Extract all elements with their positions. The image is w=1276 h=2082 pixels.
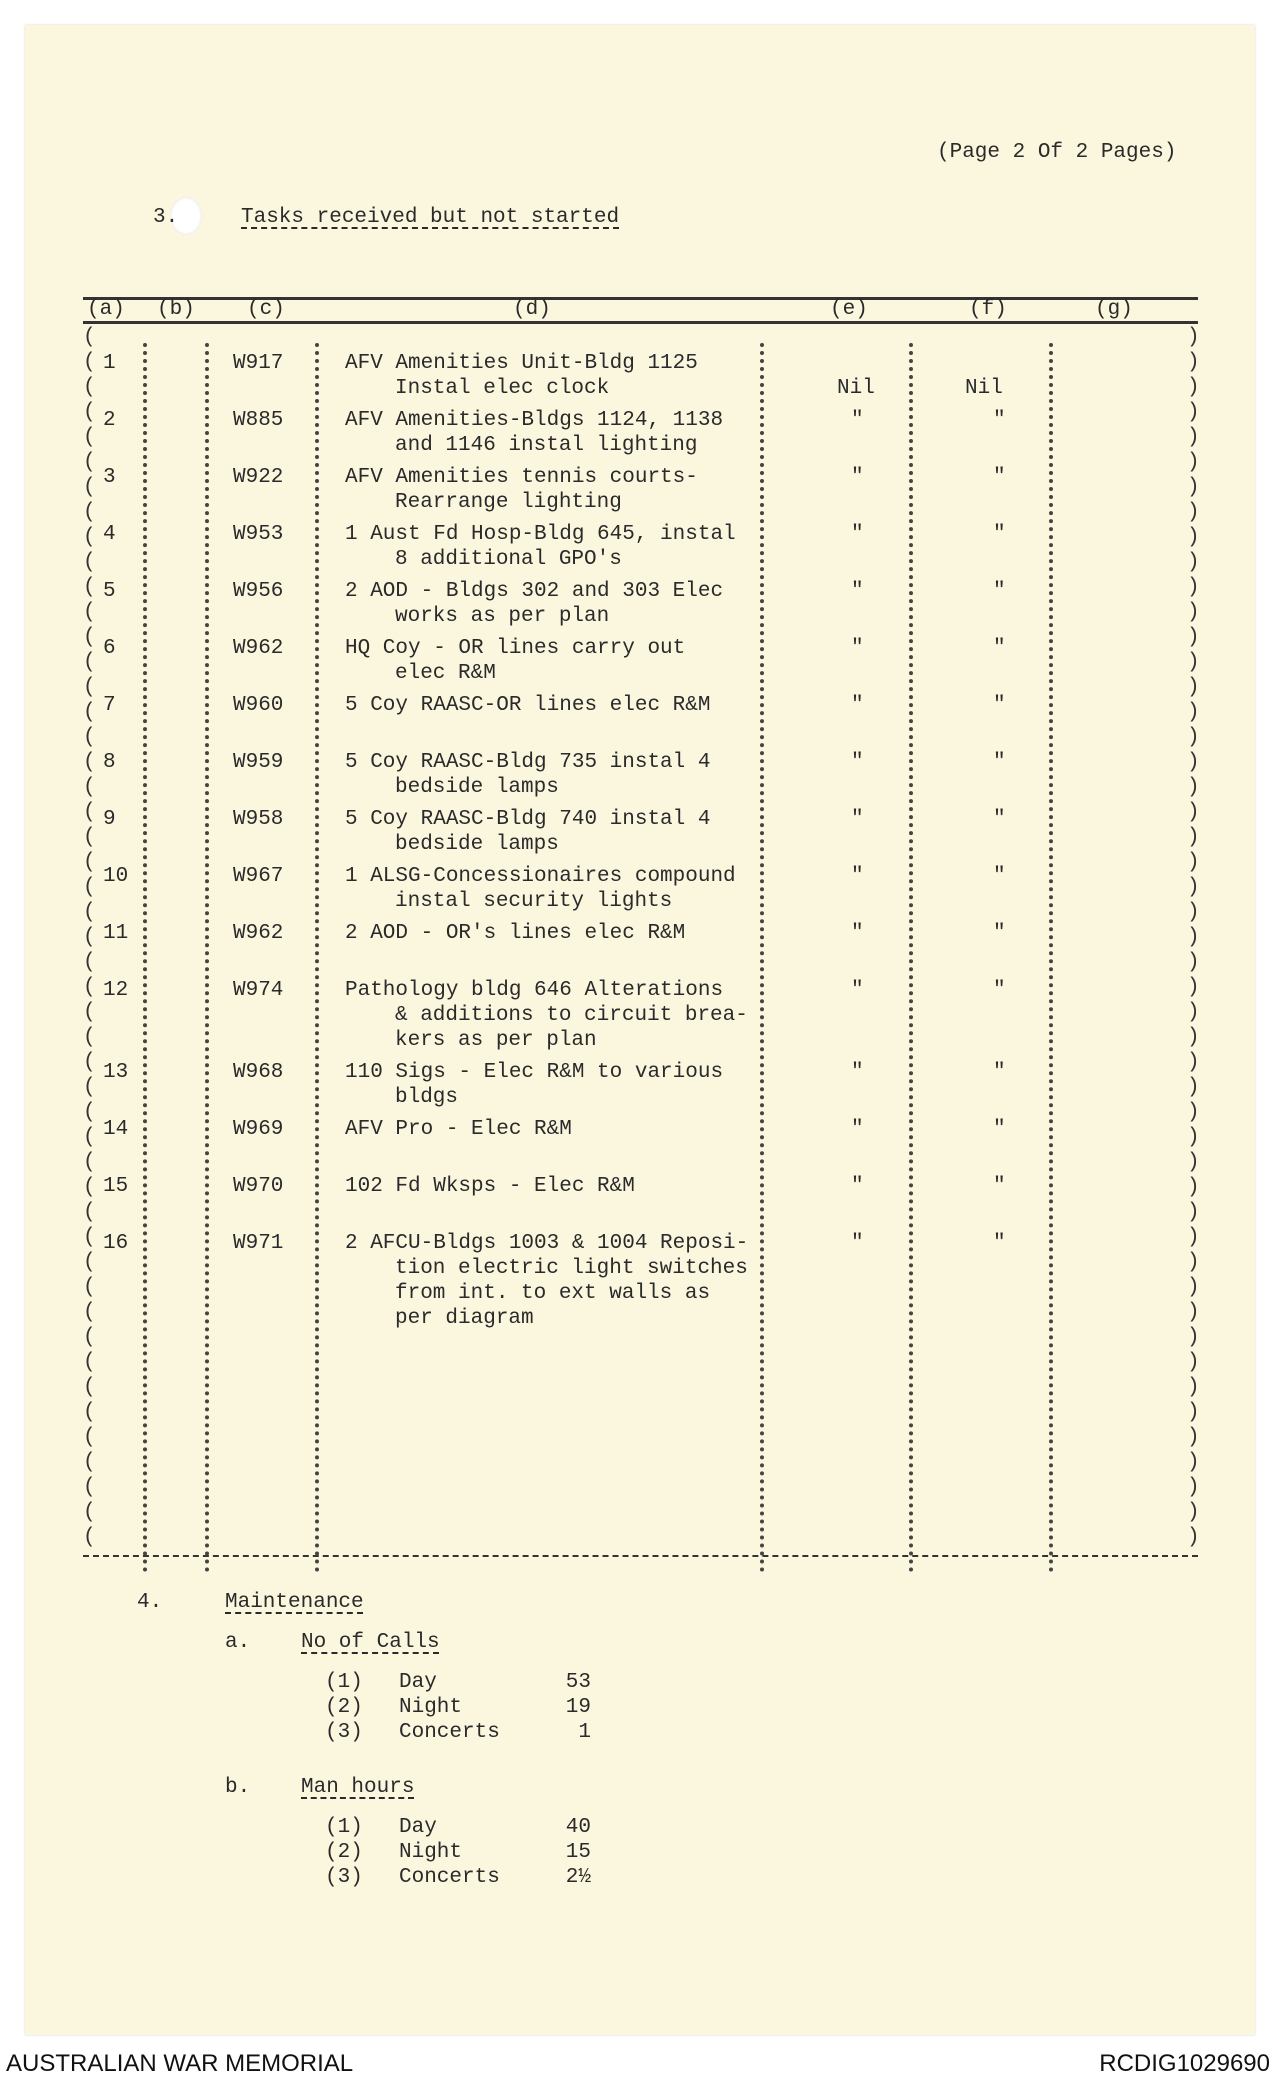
- column-f-value: ": [993, 1061, 1006, 1084]
- task-description: bedside lamps: [395, 776, 559, 799]
- list-value: 1: [578, 1721, 591, 1744]
- task-description: 102 Fd Wksps - Elec R&M: [345, 1175, 635, 1198]
- row-number: 6: [103, 637, 116, 660]
- task-description: instal security lights: [395, 890, 673, 913]
- footer-reference: RCDIG1029690: [1099, 2050, 1270, 2077]
- column-divider: [1049, 343, 1065, 1573]
- column-e-value: ": [851, 808, 864, 831]
- subsection-b-title: Man hours: [301, 1776, 415, 1799]
- task-description: 5 Coy RAASC-Bldg 740 instal 4: [345, 808, 711, 831]
- table-left-border: ( ( ( ( ( ( ( ( ( ( ( ( ( ( ( ( ( ( ( ( ( ( ( ( ( ( ( ( ( ( ( ( ( ( ( ( ( ( ( ( ( ( ( ( ( ( ( ( (: [83, 326, 96, 1549]
- list-index: (2): [325, 1841, 363, 1864]
- subsection-b-letter: b.: [225, 1776, 251, 1799]
- task-description: 5 Coy RAASC-OR lines elec R&M: [345, 694, 711, 717]
- column-header: (g): [1095, 298, 1133, 321]
- task-number: W959: [233, 751, 284, 774]
- column-e-value: ": [851, 694, 864, 717]
- subsection-a-letter: a.: [225, 1631, 251, 1654]
- column-header: (b): [157, 298, 195, 321]
- task-description: 1 Aust Fd Hosp-Bldg 645, instal: [345, 523, 736, 546]
- column-header: (a): [87, 298, 125, 321]
- list-value: 53: [565, 1671, 591, 1694]
- task-number: W885: [233, 409, 284, 432]
- list-label: Concerts: [399, 1866, 500, 1889]
- task-number: W967: [233, 865, 284, 888]
- column-e-value: ": [851, 751, 864, 774]
- column-f-value: ": [993, 808, 1006, 831]
- task-number: W958: [233, 808, 284, 831]
- task-description: AFV Amenities Unit-Bldg 1125: [345, 352, 698, 375]
- column-e-value: ": [851, 523, 864, 546]
- column-divider: [205, 343, 221, 1573]
- row-number: 9: [103, 808, 116, 831]
- column-e-value: ": [851, 1061, 864, 1084]
- row-number: 14: [103, 1118, 129, 1141]
- list-index: (3): [325, 1721, 363, 1744]
- row-number: 8: [103, 751, 116, 774]
- column-e-value: ": [851, 409, 864, 432]
- section-4-title: Maintenance: [225, 1591, 364, 1614]
- task-number: W962: [233, 922, 284, 945]
- section-3-title: Tasks received but not started: [241, 206, 620, 229]
- column-divider: [909, 343, 925, 1573]
- list-value: 15: [565, 1841, 591, 1864]
- task-description: AFV Pro - Elec R&M: [345, 1118, 572, 1141]
- table-right-border: ) ) ) ) ) ) ) ) ) ) ) ) ) ) ) ) ) ) ) ) ) ) ) ) ) ) ) ) ) ) ) ) ) ) ) ) ) ) ) ) ) ) ) ) ) ) ) ) ): [1187, 326, 1200, 1549]
- task-number: W971: [233, 1232, 284, 1255]
- list-index: (3): [325, 1866, 363, 1889]
- task-number: W917: [233, 352, 284, 375]
- task-number: W969: [233, 1118, 284, 1141]
- row-number: 1: [103, 352, 116, 375]
- list-value: 40: [565, 1816, 591, 1839]
- column-f-value: ": [993, 1118, 1006, 1141]
- row-number: 10: [103, 865, 129, 888]
- task-description: 110 Sigs - Elec R&M to various: [345, 1061, 724, 1084]
- column-f-value: ": [993, 637, 1006, 660]
- task-description: 1 ALSG-Concessionaires compound: [345, 865, 736, 888]
- column-f-value: ": [993, 694, 1006, 717]
- page-header: (Page 2 Of 2 Pages): [937, 141, 1177, 164]
- task-number: W956: [233, 580, 284, 603]
- column-header: (e): [830, 298, 868, 321]
- column-f-value: ": [993, 1232, 1006, 1255]
- task-description: elec R&M: [395, 662, 496, 685]
- list-index: (1): [325, 1671, 363, 1694]
- column-e-value: ": [851, 637, 864, 660]
- row-number: 12: [103, 979, 129, 1002]
- column-e-value: ": [851, 1118, 864, 1141]
- task-description: works as per plan: [395, 605, 610, 628]
- task-number: W962: [233, 637, 284, 660]
- task-number: W974: [233, 979, 284, 1002]
- list-label: Night: [399, 1841, 463, 1864]
- row-number: 15: [103, 1175, 129, 1198]
- column-e-value: ": [851, 466, 864, 489]
- task-number: W968: [233, 1061, 284, 1084]
- list-label: Day: [399, 1816, 437, 1839]
- row-number: 4: [103, 523, 116, 546]
- row-number: 7: [103, 694, 116, 717]
- task-description: Pathology bldg 646 Alterations: [345, 979, 724, 1002]
- column-f-value: ": [993, 1175, 1006, 1198]
- column-e-value: ": [851, 1232, 864, 1255]
- row-number: 13: [103, 1061, 129, 1084]
- row-number: 3: [103, 466, 116, 489]
- column-header: (c): [247, 298, 285, 321]
- task-number: W953: [233, 523, 284, 546]
- row-number: 2: [103, 409, 116, 432]
- column-f-value: ": [993, 580, 1006, 603]
- task-number: W960: [233, 694, 284, 717]
- task-description: and 1146 instal lighting: [395, 434, 698, 457]
- task-description: & additions to circuit brea-: [395, 1004, 748, 1027]
- column-divider: [760, 343, 776, 1573]
- list-index: (2): [325, 1696, 363, 1719]
- row-number: 16: [103, 1232, 129, 1255]
- list-value: 19: [565, 1696, 591, 1719]
- task-description: 5 Coy RAASC-Bldg 735 instal 4: [345, 751, 711, 774]
- task-description: 8 additional GPO's: [395, 548, 622, 571]
- list-label: Night: [399, 1696, 463, 1719]
- section-3-number: 3.: [153, 206, 179, 229]
- task-description: AFV Amenities tennis courts-: [345, 466, 698, 489]
- row-number: 5: [103, 580, 116, 603]
- task-description: bedside lamps: [395, 833, 559, 856]
- column-f-value: ": [993, 523, 1006, 546]
- column-e-value: ": [851, 979, 864, 1002]
- task-description: bldgs: [395, 1086, 459, 1109]
- table-bottom-rule: [83, 1555, 1198, 1557]
- column-header: (d): [513, 298, 551, 321]
- list-index: (1): [325, 1816, 363, 1839]
- list-value: 2½: [565, 1866, 591, 1889]
- task-description: Instal elec clock: [395, 377, 610, 400]
- subsection-a-title: No of Calls: [301, 1631, 440, 1654]
- task-description: tion electric light switches: [395, 1257, 748, 1280]
- column-e-value: ": [851, 865, 864, 888]
- column-f-value: ": [993, 751, 1006, 774]
- column-e-value: ": [851, 580, 864, 603]
- column-e-value: Nil: [837, 377, 875, 400]
- task-description: 2 AOD - Bldgs 302 and 303 Elec: [345, 580, 724, 603]
- list-label: Concerts: [399, 1721, 500, 1744]
- column-f-value: ": [993, 466, 1006, 489]
- task-description: from int. to ext walls as: [395, 1282, 711, 1305]
- column-header: (f): [969, 298, 1007, 321]
- column-f-value: Nil: [965, 377, 1003, 400]
- task-description: AFV Amenities-Bldgs 1124, 1138: [345, 409, 724, 432]
- column-e-value: ": [851, 922, 864, 945]
- column-f-value: ": [993, 979, 1006, 1002]
- column-e-value: ": [851, 1175, 864, 1198]
- column-divider: [315, 343, 331, 1573]
- row-number: 11: [103, 922, 129, 945]
- list-label: Day: [399, 1671, 437, 1694]
- task-description: 2 AFCU-Bldgs 1003 & 1004 Reposi-: [345, 1232, 749, 1255]
- task-number: W970: [233, 1175, 284, 1198]
- task-description: Rearrange lighting: [395, 491, 622, 514]
- column-f-value: ": [993, 865, 1006, 888]
- task-description: 2 AOD - OR's lines elec R&M: [345, 922, 686, 945]
- footer-source: AUSTRALIAN WAR MEMORIAL: [6, 2050, 354, 2077]
- task-description: per diagram: [395, 1307, 534, 1330]
- document-page: [25, 25, 1255, 2035]
- column-divider: [143, 343, 159, 1573]
- column-f-value: ": [993, 409, 1006, 432]
- section-4-number: 4.: [137, 1591, 163, 1614]
- column-f-value: ": [993, 922, 1006, 945]
- task-description: kers as per plan: [395, 1029, 597, 1052]
- task-number: W922: [233, 466, 284, 489]
- task-description: HQ Coy - OR lines carry out: [345, 637, 686, 660]
